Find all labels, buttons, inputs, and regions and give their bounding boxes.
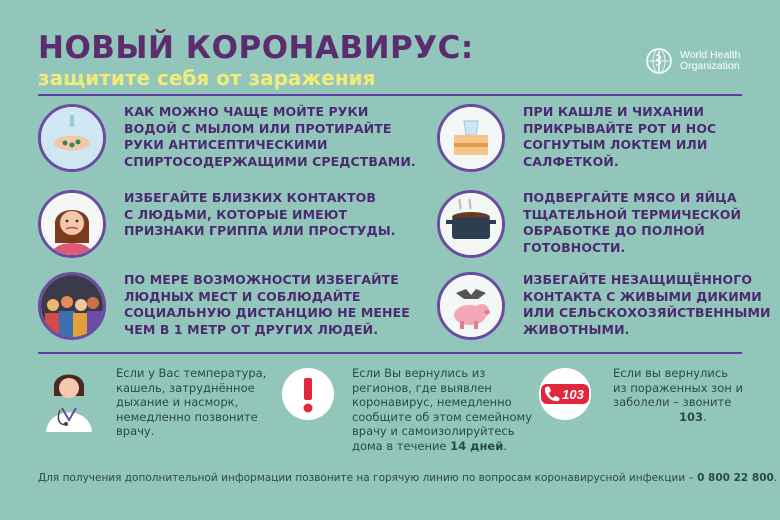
zone-advice — [535, 366, 743, 424]
doctor-icon — [38, 366, 100, 432]
tip-text: ПРИ КАШЛЕ И ЧИХАНИИ ПРИКРЫВАЙТЕ РОТ И НОС СОГНУТЫМ ЛОКТЕМ ИЛИ САЛФЕТКОЙ. — [523, 104, 717, 169]
tip-text: ИЗБЕГАЙТЕ БЛИЗКИХ КОНТАКТОВ С ЛЮДЬМИ, КОТОРЫЕ ИМЕЮТ ПРИЗНАКИ ГРИППА ИЛИ ПРОСТУДЫ. — [124, 190, 396, 238]
who-name: World Health Organization — [680, 49, 741, 72]
return-advice — [280, 366, 532, 453]
animals-icon — [437, 272, 505, 340]
tip-cook-food — [437, 190, 741, 258]
exclamation-icon — [280, 366, 336, 422]
crowd-icon — [38, 272, 106, 340]
return-text: Если Вы вернулись из регионов, где выявлен коронавирус, немедленно сообщите об этом семейному врачу и самоизолируйтесь дома в течение 14 дней. — [352, 366, 533, 453]
tip-avoid-crowds — [38, 272, 410, 340]
top-divider — [38, 94, 742, 96]
page-title: НОВЫЙ КОРОНАВИРУС: — [38, 30, 474, 66]
tip-text: ПОДВЕРГАЙТЕ МЯСО И ЯЙЦА ТЩАТЕЛЬНОЙ ТЕРМИЧЕСКОЙ ОБРАБОТКЕ ДО ПОЛНОЙ ГОТОВНОСТИ. — [523, 190, 742, 255]
bottom-divider — [38, 352, 742, 354]
tip-text: КАК МОЖНО ЧАЩЕ МОЙТЕ РУКИ ВОДОЙ С МЫЛОМ ИЛИ ПРОТИРАЙТЕ РУКИ АНТИСЕПТИЧЕСКИМИ СПИРТОСОДЕРЖАЩИМИ СРЕДСТВАМИ. — [124, 104, 416, 169]
tissue-box-icon — [437, 104, 505, 172]
zone-text: Если вы вернулись из пораженных зон и заболели – звоните 103. — [613, 366, 743, 424]
hotline-number: 0 800 22 800 — [697, 472, 774, 484]
tip-text: ПО МЕРЕ ВОЗМОЖНОСТИ ИЗБЕГАЙТЕ ЛЮДНЫХ МЕСТ И СОБЛЮДАЙТЕ СОЦИАЛЬНУЮ ДИСТАНЦИЮ НЕ МЕНЕЕ ЧЕМ В 1 МЕТР ОТ ДРУГИХ ЛЮДЕЙ. — [124, 272, 410, 337]
tip-avoid-animals — [437, 272, 771, 340]
phone-badge-number: 103 — [562, 387, 584, 402]
tip-cover-cough — [437, 104, 716, 172]
who-emblem-icon — [644, 46, 674, 76]
handwashing-icon — [38, 104, 106, 172]
who-logo — [644, 46, 741, 76]
sick-person-icon — [38, 190, 106, 258]
tip-handwashing — [38, 104, 416, 172]
tip-text: ИЗБЕГАЙТЕ НЕЗАЩИЩЁННОГО КОНТАКТА С ЖИВЫМИ ДИКИМИ ИЛИ СЕЛЬСКОХОЗЯЙСТВЕННЫМИ ЖИВОТНЫМИ. — [523, 272, 771, 337]
doctor-advice — [38, 366, 266, 439]
page-subtitle: защитите себя от заражения — [38, 66, 376, 90]
tip-avoid-contact — [38, 190, 396, 258]
zone-phone-number: 103 — [679, 409, 704, 424]
cooking-pot-icon — [437, 190, 505, 258]
return-days: 14 дней — [450, 438, 504, 453]
doctor-text: Если у Вас температура, кашель, затруднённое дыхание и насморк, немедленно позвоните врачу. — [116, 366, 267, 438]
phone-badge-icon — [535, 366, 595, 422]
footer-hotline: Для получения дополнительной информации позвоните на горячую линию по вопросам коронавирусной инфекции – 0 800 22 800. — [38, 472, 778, 484]
